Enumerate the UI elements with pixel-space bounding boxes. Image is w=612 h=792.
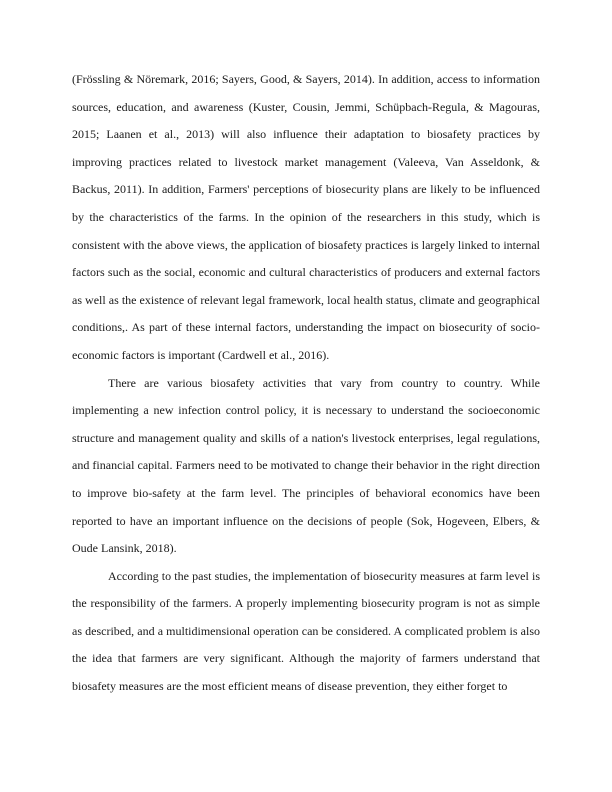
paragraph-3: According to the past studies, the implementation of biosecurity measures at farm level is the responsibility of the farmers. A properly implementing biosecurity program is not as simple as described, and a multidimensional operation can be considered. A complicated problem is also the idea that farmers are very significant. Although the majority of farmers understand that biosafety measures are the most efficient means of disease prevention, they either forget to	[72, 568, 540, 694]
paragraph-2: There are various biosafety activities that vary from country to country. While implementing a new infection control policy, it is necessary to understand the socioeconomic structure and management quality and skills of a nation's livestock enterprises, legal regulations, and financial capital. Farmers need to be motivated to change their behavior in the right direction to improve bio-safety at the farm level. The principles of behavioral economics have been reported to have an important influence on the decisions of people (Sok, Hogeveen, Elbers, & Oude Lansink, 2018).	[72, 375, 540, 556]
paragraph-1: (Frössling & Nöremark, 2016; Sayers, Good, & Sayers, 2014). In addition, access to information sources, education, and awareness (Kuster, Cousin, Jemmi, Schüpbach-Regula, & Magouras, 2015; Laanen et al., 2013) will also influence their adaptation to biosafety practices by improving practices related to livestock market management (Valeeva, Van Asseldonk, & Backus, 2011). In addition, Farmers' perceptions of biosecurity plans are likely to be influenced by the characteristics of the farms. In the opinion of the researchers in this study, which is consistent with the above views, the application of biosafety practices is largely linked to internal factors such as the social, economic and cultural characteristics of producers and external factors as well as the existence of relevant legal framework, local health status, climate and geographical conditions,. As part of these internal factors, understanding the impact on biosecurity of socio-economic factors is important (Cardwell et al., 2016).	[72, 72, 540, 362]
document-body	[72, 66, 540, 701]
